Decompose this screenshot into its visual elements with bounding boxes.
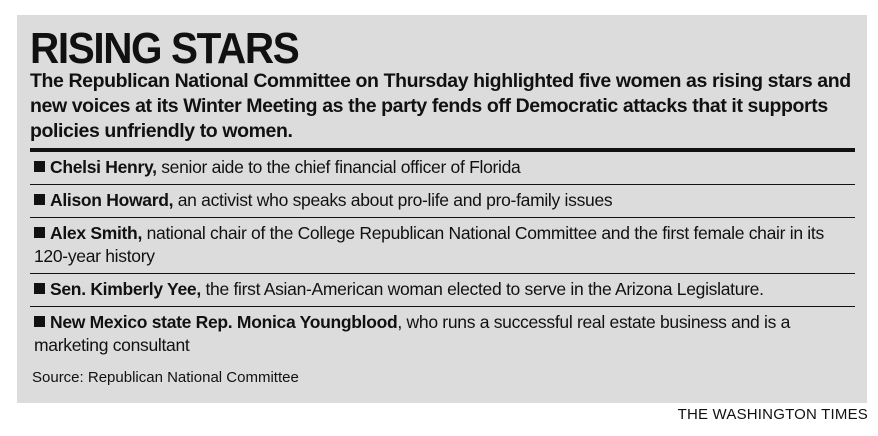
item-name: Alex Smith, <box>50 223 143 243</box>
list-item <box>30 152 855 185</box>
item-name: Alison Howard, <box>50 190 174 210</box>
source-note: Source: Republican National Committee <box>32 369 299 386</box>
square-bullet-icon <box>34 283 45 294</box>
square-bullet-icon <box>34 227 45 238</box>
item-name: Chelsi Henry, <box>50 157 157 177</box>
list-item <box>30 185 855 218</box>
item-name: New Mexico state Rep. Monica Youngblood <box>50 312 398 332</box>
square-bullet-icon <box>34 161 45 172</box>
list-item <box>30 307 855 362</box>
item-description: national chair of the College Republican National Committee and the first female chair in its 120-year history <box>34 223 824 266</box>
list-item <box>30 274 855 307</box>
list-item <box>30 218 855 274</box>
item-description: senior aide to the chief financial officer of Florida <box>156 157 521 177</box>
square-bullet-icon <box>34 194 45 205</box>
rising-stars-list <box>30 152 855 362</box>
publisher-credit: THE WASHINGTON TIMES <box>677 406 868 423</box>
item-description: , who runs a successful real estate business and is a marketing consultant <box>34 312 791 355</box>
graphic-title: RISING STARS <box>30 24 299 73</box>
square-bullet-icon <box>34 316 45 327</box>
item-description: an activist who speaks about pro-life and pro-family issues <box>173 190 613 210</box>
infographic-panel <box>17 15 867 403</box>
item-description: the first Asian-American woman elected to serve in the Arizona Legislature. <box>200 279 764 299</box>
intro-text: The Republican National Committee on Thursday highlighted five women as rising stars and new voices at its Winter Meeting as the party fends off Democratic attacks that it supports policies unfriendly to women. <box>30 70 851 142</box>
item-name: Sen. Kimberly Yee, <box>50 279 201 299</box>
